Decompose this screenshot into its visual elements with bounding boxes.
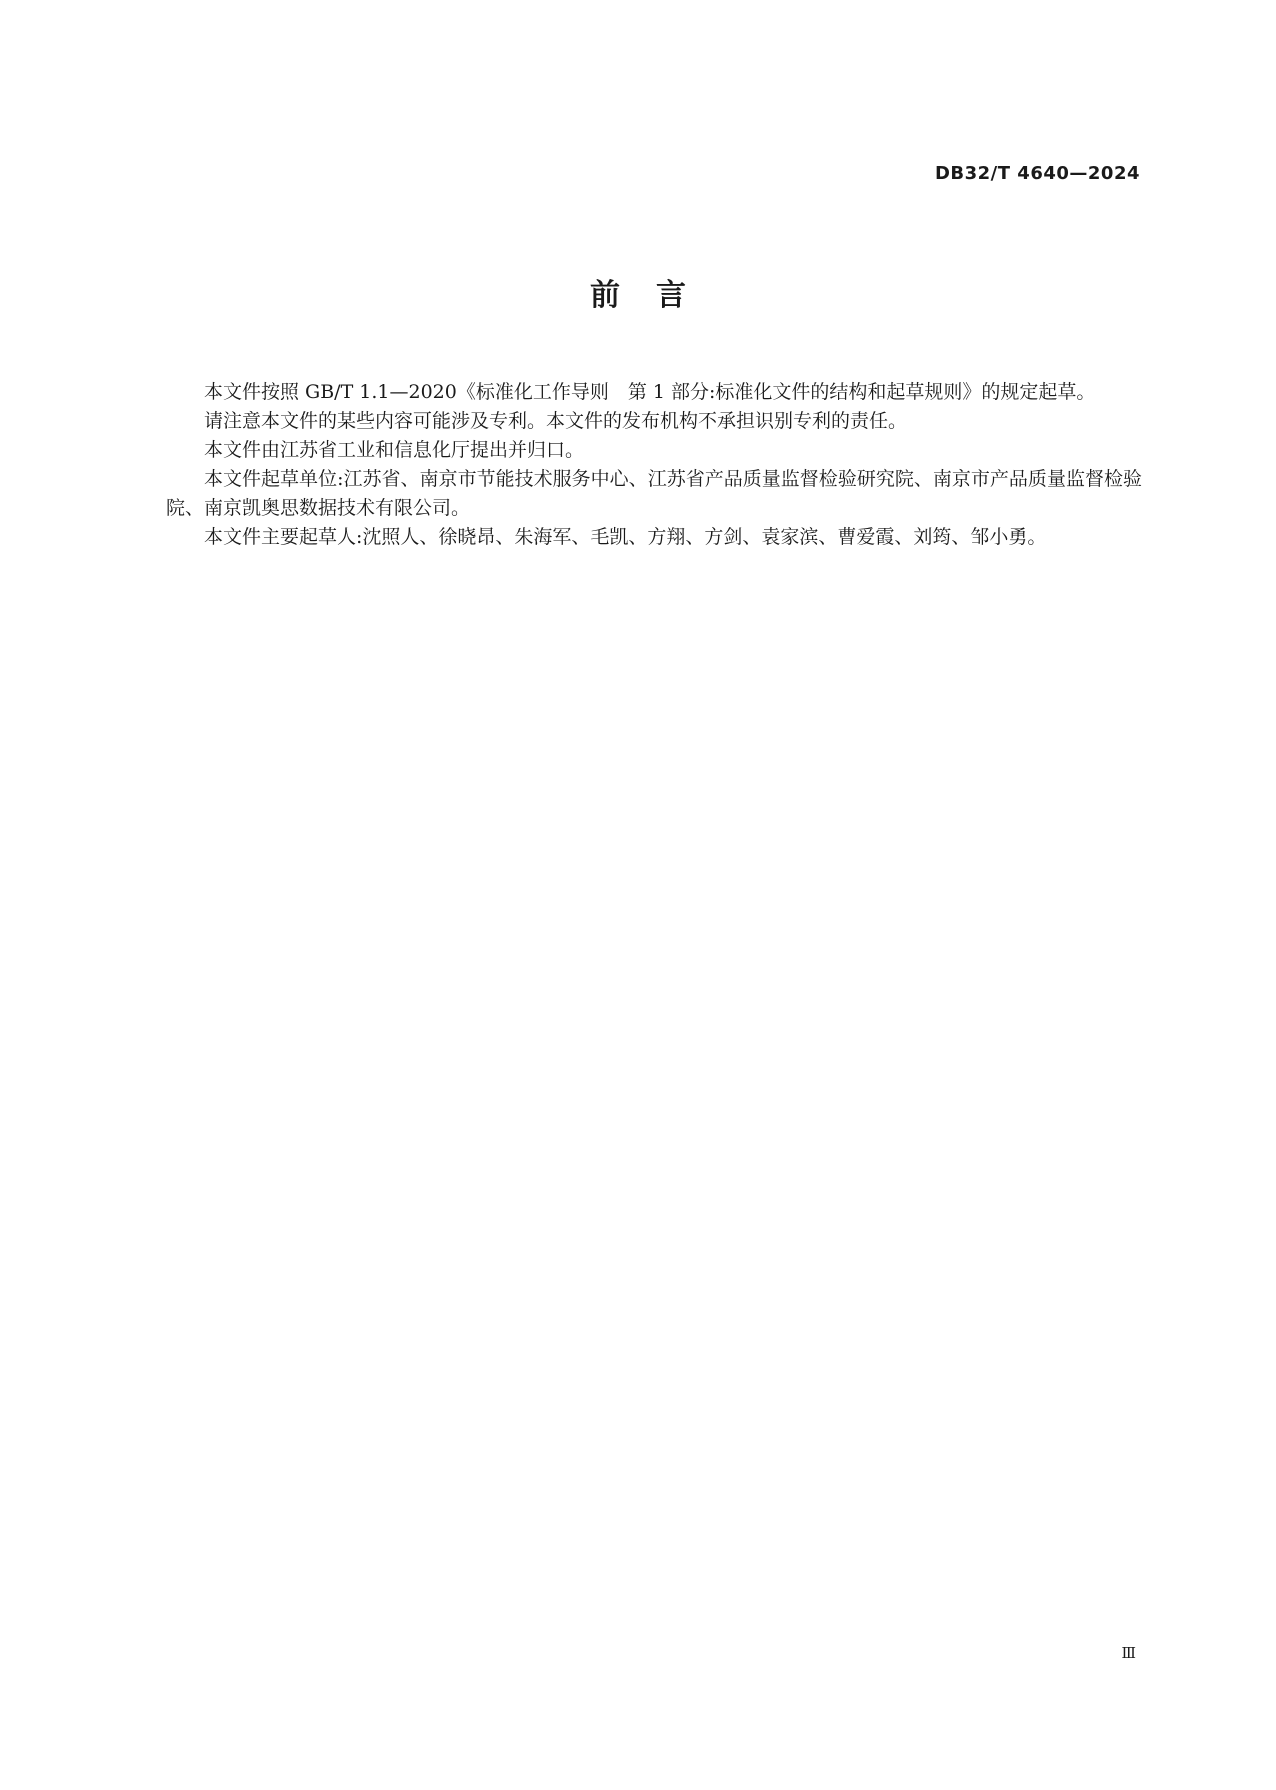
paragraph: 本文件由江苏省工业和信息化厅提出并归口。 [204, 439, 585, 461]
paragraph: 本文件起草单位:江苏省、南京市节能技术服务中心、江苏省产品质量监督检验研究院、南京市产品质量监督检验院、南京凯奥思数据技术有限公司。 [166, 468, 1142, 519]
paragraph: 本文件按照 GB/T 1.1—2020《标准化工作导则 第 1 部分:标准化文件的结构和起草规则》的规定起草。 [204, 381, 1096, 403]
document-code: DB32/T 4640—2024 [934, 163, 1140, 184]
foreword-body [166, 378, 1142, 552]
paragraph: 本文件主要起草人:沈照人、徐晓昂、朱海军、毛凯、方翔、方剑、袁家滨、曹爱霞、刘筠、邹小勇。 [204, 526, 1047, 548]
paragraph: 请注意本文件的某些内容可能涉及专利。本文件的发布机构不承担识别专利的责任。 [204, 410, 908, 432]
page-number: Ⅲ [1121, 1644, 1136, 1662]
page-title: 前言 [590, 278, 722, 313]
